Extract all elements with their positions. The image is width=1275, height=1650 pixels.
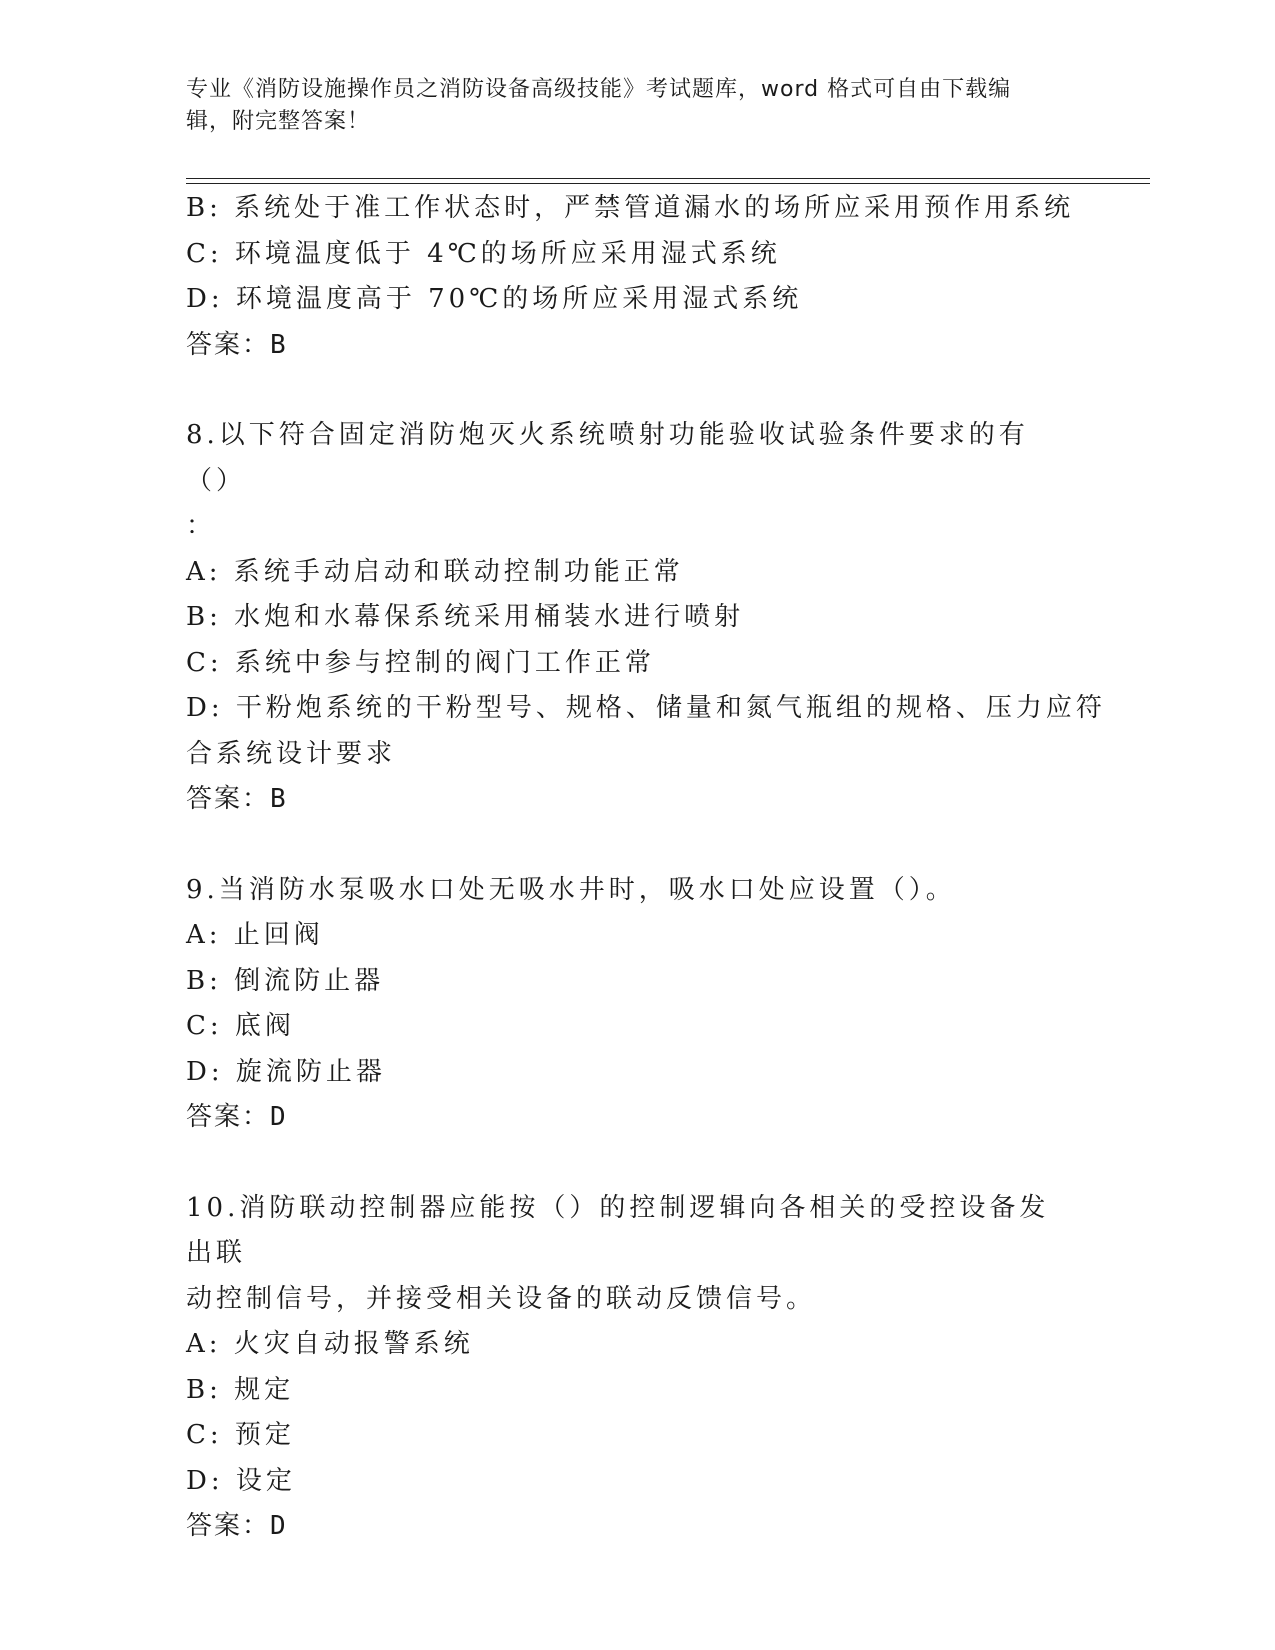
answer-line: [186, 323, 1086, 369]
option-d: D: 旋流防止器: [186, 1056, 386, 1087]
header-rule-top: [186, 178, 1150, 179]
option-b: B: 水炮和水幕保系统采用桶装水进行喷射: [186, 602, 745, 632]
option-d: D: 干粉炮系统的干粉型号、规格、储量和氮气瓶组的规格、压力应符: [186, 693, 1106, 723]
question-content: [186, 186, 1106, 1550]
question-7-continued: [186, 186, 1086, 368]
question-stem-line: ：: [186, 511, 217, 541]
option-a: A: 火灾自动报警系统: [186, 1329, 474, 1359]
answer-value: B: [270, 784, 288, 814]
question-stem-line: 8.以下符合固定消防炮灭火系统喷射功能验收试验条件要求的有（）: [186, 420, 1029, 496]
answer-line: [186, 777, 1086, 823]
question-9: [186, 868, 1086, 1141]
question-stem-line: 动控制信号，并接受相关设备的联动反馈信号。: [186, 1283, 817, 1314]
header-rule-bottom: [186, 183, 1150, 184]
header-line-2: 辑，附完整答案！: [186, 109, 371, 134]
header-line-1: 专业《消防设施操作员之消防设备高级技能》考试题库，word 格式可自由下载编: [186, 77, 1012, 102]
answer-line: [186, 1504, 1086, 1550]
answer-label: 答案：: [186, 329, 271, 360]
answer-value: D: [270, 1102, 288, 1132]
question-10: [186, 1186, 1086, 1550]
option-c: C: 系统中参与控制的阀门工作正常: [186, 647, 655, 678]
option-d: D: 设定: [186, 1465, 296, 1496]
option-d-continued: 合系统设计要求: [186, 738, 397, 769]
option-d: D: 环境温度高于 70℃的场所应采用湿式系统: [186, 284, 803, 314]
option-a: A: 系统手动启动和联动控制功能正常: [186, 556, 684, 587]
option-c: C: 预定: [186, 1420, 295, 1450]
option-b: B: 规定: [186, 1374, 295, 1405]
question-stem-line: 9.当消防水泵吸水口处无吸水井时，吸水口处应设置（）。: [186, 874, 956, 905]
document-header-note: [186, 74, 1066, 138]
answer-value: B: [270, 329, 288, 360]
answer-label: 答案：: [186, 1511, 271, 1541]
option-c: C: 环境温度低于 4℃的场所应采用湿式系统: [186, 238, 781, 269]
option-a: A: 止回阀: [186, 920, 324, 950]
answer-value: D: [270, 1511, 288, 1541]
question-stem-line: 10.消防联动控制器应能按（）的控制逻辑向各相关的受控设备发出联: [186, 1192, 1050, 1268]
option-b: B: 系统处于准工作状态时，严禁管道漏水的场所应采用预作用系统: [186, 193, 1075, 223]
question-8: [186, 413, 1106, 823]
answer-line: [186, 1095, 1086, 1141]
answer-label: 答案：: [186, 784, 271, 814]
option-c: C: 底阀: [186, 1011, 295, 1041]
answer-label: 答案：: [186, 1102, 271, 1132]
option-b: B: 倒流防止器: [186, 965, 385, 996]
